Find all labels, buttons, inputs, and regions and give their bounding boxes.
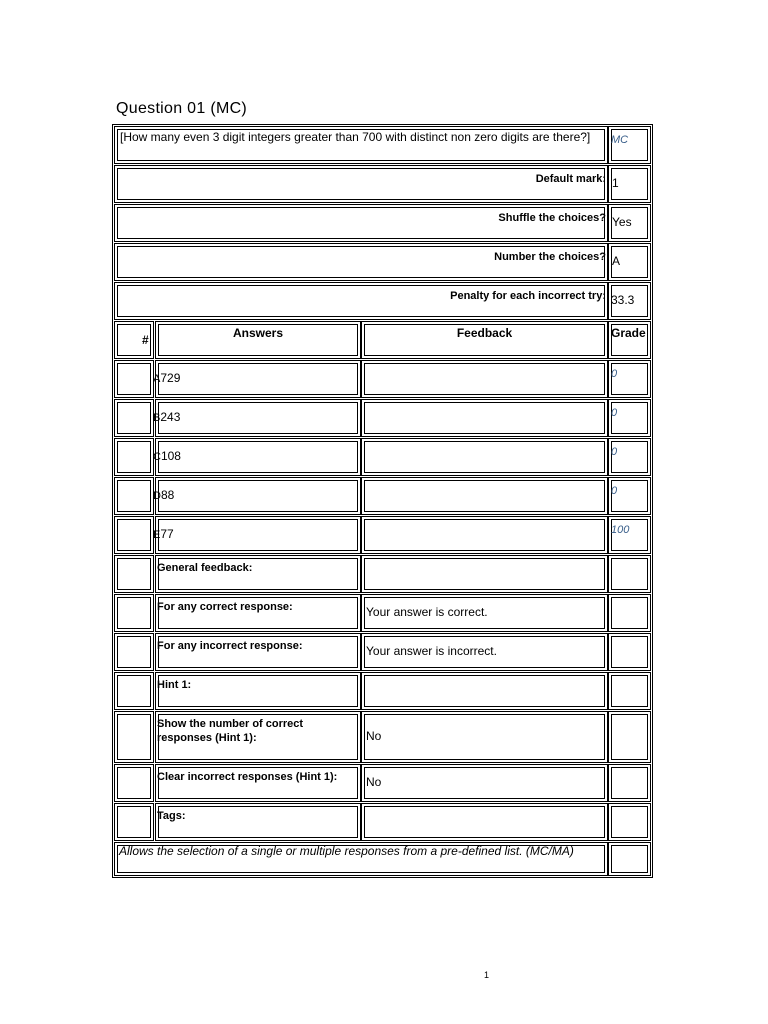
question-type: MC: [611, 134, 629, 146]
answer-grade: 0: [611, 368, 618, 380]
answer-value: 108: [160, 449, 181, 463]
answer-value: 88: [160, 488, 175, 502]
answer-text: [153, 488, 174, 503]
feedback-value-cell: [361, 555, 608, 593]
answer-num-cell: [114, 438, 154, 476]
page-number: 1: [484, 970, 490, 980]
answer-num-cell: [114, 516, 154, 554]
shuffle-label: Shuffle the choices?: [498, 212, 606, 224]
feedback-num-cell: [114, 803, 154, 841]
feedback-value-cell: [361, 672, 608, 710]
answer-letter: E: [153, 529, 161, 541]
incorrect-feedback-label: For any incorrect response:: [157, 640, 303, 652]
answer-letter: A: [153, 373, 161, 385]
feedback-grade-cell: [608, 711, 651, 763]
feedback-grade-cell: [608, 633, 651, 671]
feedback-num-cell: [114, 711, 154, 763]
tags-label: Tags:: [157, 810, 186, 822]
answer-feedback-cell: [361, 360, 608, 398]
answer-feedback-cell: [361, 477, 608, 515]
penalty-value: 33.3: [611, 293, 635, 307]
answer-letter: C: [153, 451, 161, 463]
feedback-value-cell: [361, 764, 608, 802]
answer-num-cell: [114, 477, 154, 515]
feedback-value-cell: [361, 803, 608, 841]
answer-num-cell: [114, 399, 154, 437]
feedback-grade-cell: [608, 555, 651, 593]
answer-num-cell: [114, 360, 154, 398]
clear-incorrect-label: Clear incorrect responses (Hint 1):: [157, 771, 338, 783]
default-mark-label: Default mark:: [535, 173, 606, 185]
answer-value: 243: [160, 410, 181, 424]
correct-feedback-label: For any correct response:: [157, 601, 293, 613]
answer-text: [153, 371, 180, 386]
show-correct-value: No: [366, 729, 382, 743]
header-answers: Answers: [232, 326, 284, 340]
answer-text: [153, 410, 180, 425]
general-feedback-label: General feedback:: [157, 562, 253, 574]
page-title: Question 01 (MC): [116, 100, 248, 117]
incorrect-feedback-value: Your answer is incorrect.: [366, 644, 497, 658]
answer-text-cell: [155, 438, 361, 476]
answer-text-cell: [155, 399, 361, 437]
feedback-num-cell: [114, 555, 154, 593]
answer-text-cell: [155, 516, 361, 554]
answer-feedback-cell: [361, 399, 608, 437]
footer-note: Allows the selection of a single or multiple responses from a pre-defined list. (MC/MA): [119, 844, 574, 858]
answer-feedback-cell: [361, 438, 608, 476]
hint-label: Hint 1:: [157, 679, 192, 691]
answer-text-cell: [155, 360, 361, 398]
feedback-value-cell: [361, 711, 608, 763]
feedback-grade-cell: [608, 672, 651, 710]
shuffle-value: Yes: [612, 215, 632, 229]
answer-grade: 100: [611, 524, 630, 536]
answer-letter: D: [153, 490, 161, 502]
answer-value: 729: [160, 371, 181, 385]
feedback-grade-cell: [608, 764, 651, 802]
feedback-grade-cell: [608, 594, 651, 632]
header-grade: Grade: [611, 326, 646, 340]
penalty-label: Penalty for each incorrect try:: [450, 290, 606, 302]
numbering-value: A: [612, 254, 621, 268]
answer-value: 77: [160, 527, 174, 541]
answer-grade: 0: [611, 485, 618, 497]
clear-incorrect-value: No: [366, 775, 382, 789]
numbering-label: Number the choices?: [494, 251, 606, 263]
answer-text-cell: [155, 477, 361, 515]
show-correct-label: Show the number of correct responses (Hint 1):: [157, 718, 304, 744]
question-text: [How many even 3 digit integers greater than 700 with distinct non zero digits are there?]: [120, 130, 591, 144]
feedback-num-cell: [114, 764, 154, 802]
answer-text: [153, 449, 181, 464]
answer-text: [153, 527, 174, 542]
header-feedback: Feedback: [456, 326, 513, 340]
footer-note-grade-cell: [608, 842, 651, 876]
answer-grade: 0: [611, 446, 618, 458]
feedback-num-cell: [114, 594, 154, 632]
answer-feedback-cell: [361, 516, 608, 554]
answer-grade: 0: [611, 407, 618, 419]
default-mark-value: 1: [612, 176, 619, 190]
header-num: #: [142, 333, 149, 347]
feedback-num-cell: [114, 672, 154, 710]
answer-letter: B: [153, 412, 161, 424]
feedback-num-cell: [114, 633, 154, 671]
feedback-grade-cell: [608, 803, 651, 841]
correct-feedback-value: Your answer is correct.: [366, 605, 488, 619]
